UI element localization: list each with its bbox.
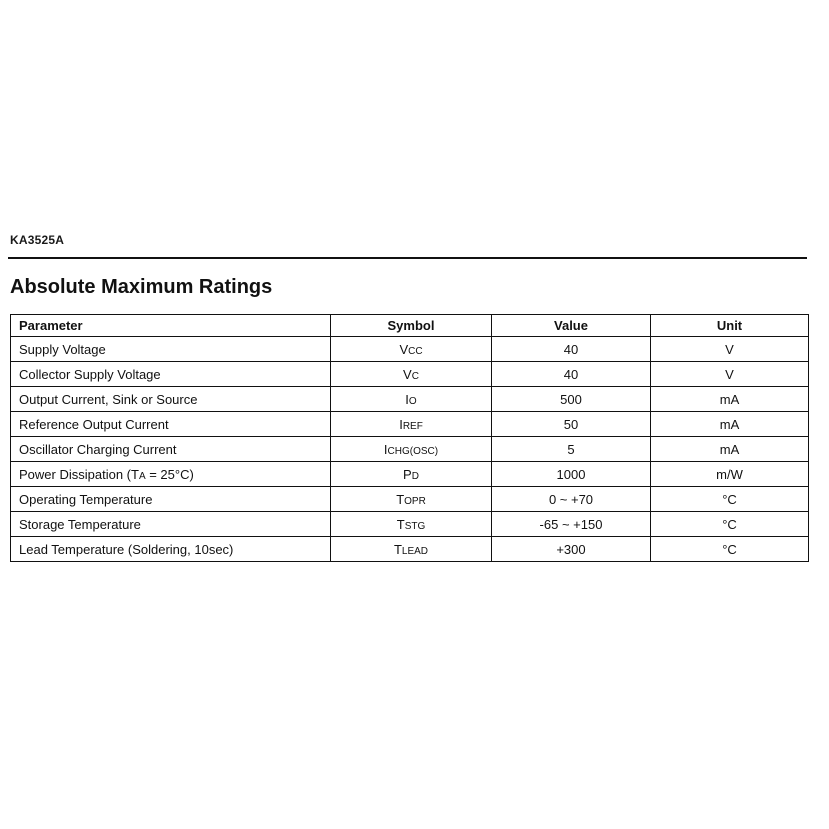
header-value: Value xyxy=(492,315,651,337)
symbol-subscript: O xyxy=(408,395,417,407)
section-title: Absolute Maximum Ratings xyxy=(10,276,273,298)
value-cell: 500 xyxy=(492,387,651,412)
text-part: Storage Temperature xyxy=(19,516,141,532)
value-cell: 40 xyxy=(492,337,651,362)
text-part: I xyxy=(405,391,409,407)
text-part: V xyxy=(403,366,412,382)
header-rule xyxy=(8,257,807,259)
table-body xyxy=(11,337,809,562)
text-part: Oscillator Charging Current xyxy=(19,441,177,457)
text-part: = 25°C) xyxy=(145,466,194,482)
symbol-subscript: OPR xyxy=(404,495,426,507)
table-row xyxy=(11,487,809,512)
parameter-cell xyxy=(11,537,331,562)
absolute-maximum-ratings-table xyxy=(10,314,809,562)
unit-cell: V xyxy=(651,337,809,362)
unit-cell: mA xyxy=(651,437,809,462)
text-part: Power Dissipation (T xyxy=(19,466,139,482)
table-row xyxy=(11,512,809,537)
text-part: T xyxy=(396,491,405,507)
unit-cell: °C xyxy=(651,487,809,512)
symbol-subscript: A xyxy=(138,470,146,482)
text-part: Supply Voltage xyxy=(19,341,106,357)
symbol-subscript: CHG(OSC) xyxy=(387,445,439,457)
symbol-cell xyxy=(331,362,492,387)
symbol-cell xyxy=(331,387,492,412)
unit-cell: mA xyxy=(651,412,809,437)
parameter-cell xyxy=(11,412,331,437)
header-parameter: Parameter xyxy=(11,315,331,337)
text-part: Reference Output Current xyxy=(19,416,169,432)
parameter-cell xyxy=(11,362,331,387)
text-part: Lead Temperature (Soldering, 10sec) xyxy=(19,541,234,557)
symbol-subscript: LEAD xyxy=(401,545,429,557)
table-row xyxy=(11,362,809,387)
table-row xyxy=(11,337,809,362)
value-cell: 40 xyxy=(492,362,651,387)
header-symbol: Symbol xyxy=(331,315,492,337)
symbol-subscript: D xyxy=(411,470,419,482)
unit-cell: °C xyxy=(651,512,809,537)
symbol-cell xyxy=(331,412,492,437)
table-row xyxy=(11,537,809,562)
text-part: I xyxy=(383,441,388,457)
table-row xyxy=(11,387,809,412)
parameter-cell xyxy=(11,512,331,537)
header-unit: Unit xyxy=(651,315,809,337)
table-row xyxy=(11,437,809,462)
unit-cell: m/W xyxy=(651,462,809,487)
text-part: Collector Supply Voltage xyxy=(19,366,161,382)
unit-cell: V xyxy=(651,362,809,387)
symbol-cell xyxy=(331,537,492,562)
parameter-cell xyxy=(11,462,331,487)
value-cell: 50 xyxy=(492,412,651,437)
symbol-cell xyxy=(331,337,492,362)
symbol-cell xyxy=(331,462,492,487)
value-cell: +300 xyxy=(492,537,651,562)
text-part: P xyxy=(403,466,412,482)
value-cell: 1000 xyxy=(492,462,651,487)
text-part: T xyxy=(396,516,405,532)
document-id: KA3525A xyxy=(10,233,65,247)
table-row xyxy=(11,412,809,437)
text-part: Output Current, Sink or Source xyxy=(19,391,198,407)
text-part: T xyxy=(393,541,402,557)
parameter-cell xyxy=(11,387,331,412)
unit-cell: mA xyxy=(651,387,809,412)
unit-cell: °C xyxy=(651,537,809,562)
symbol-subscript: C xyxy=(411,370,419,382)
parameter-cell xyxy=(11,337,331,362)
symbol-subscript: REF xyxy=(402,420,423,432)
symbol-subscript: STG xyxy=(404,520,426,532)
table-header-row xyxy=(11,315,809,337)
symbol-cell xyxy=(331,437,492,462)
text-part: Operating Temperature xyxy=(19,491,153,507)
text-part: V xyxy=(399,341,409,357)
parameter-cell xyxy=(11,487,331,512)
symbol-cell xyxy=(331,487,492,512)
value-cell: 0 ~ +70 xyxy=(492,487,651,512)
value-cell: -65 ~ +150 xyxy=(492,512,651,537)
symbol-cell xyxy=(331,512,492,537)
parameter-cell xyxy=(11,437,331,462)
symbol-subscript: CC xyxy=(408,345,423,357)
value-cell: 5 xyxy=(492,437,651,462)
text-part: I xyxy=(399,416,403,432)
table-row xyxy=(11,462,809,487)
